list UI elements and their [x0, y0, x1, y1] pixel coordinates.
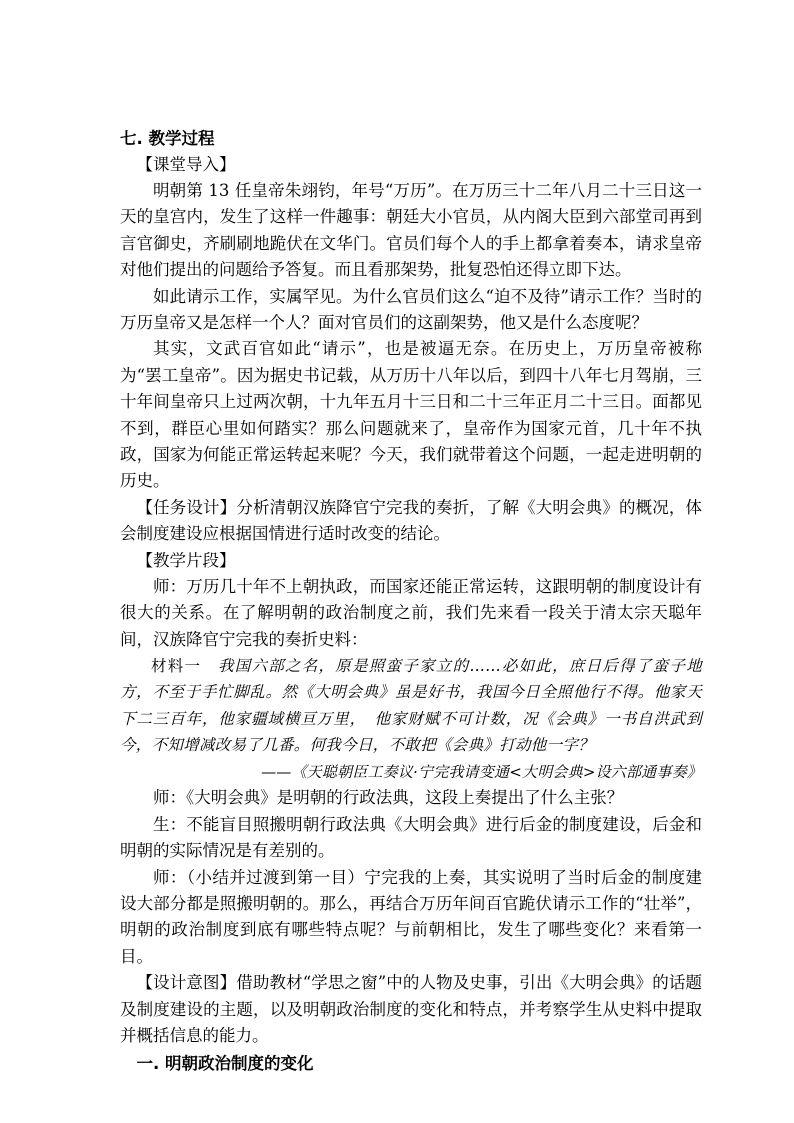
intro-paragraph: 其实，文武百官如此“请示”，也是被逼无奈。在历史上，万历皇帝被称为“罢工皇帝”。因为据史书记载，从万历十八年以后，到四十八年七月驾崩，三十年间皇帝只上过两次朝，十九年五月十三日和二十三年正月二十三日。面都见不到，群臣心里如何踏实？那么问题就来了，皇帝作为国家元首，几十年不执政，国家为何能正常运转起来呢？今天，我们就带着这个问题，一起走进明朝的历史。	[120, 339, 702, 491]
material-quote	[120, 653, 702, 759]
material-label: 材料一	[151, 656, 202, 675]
teaching-label: 【教学片段】	[136, 550, 236, 570]
intro-paragraph: 如此请示工作，实属罕见。为什么官员们这么“迫不及待”请示工作？当时的万历皇帝又是怎样一个人？面对官员们的这副架势，他又是什么态度呢？	[120, 286, 702, 333]
intro-paragraph: 明朝第 13 任皇帝朱翊钧，年号“万历”。在万历三十二年八月二十三日这一天的皇宫内，发生了这样一件趣事：朝廷大小官员，从内阁大臣到六部堂司再到言官御史，齐刷刷地跪伏在文华门。官员们每个人的手上都拿着奏本，请求皇帝对他们提出的问题给予答复。而且看那架势，批复恐怕还得立即下达。	[120, 181, 702, 280]
task-design-paragraph: 【任务设计】分析清朝汉族降官宁完我的奏折，了解《大明会典》的概况，体会制度建设应根据国情进行适时改变的结论。	[120, 497, 702, 544]
material-source: ——《天聪朝臣工奏议·宁完我请变通<大明会典>设六部通事奏》	[261, 762, 702, 781]
intro-label: 【课堂导入】	[136, 155, 236, 174]
subsection-title: 一. 明朝政治制度的变化	[136, 1054, 314, 1074]
student-answer: 生：不能盲目照搬明朝行政法典《大明会典》进行后金的制度建设，后金和明朝的实际情况是有差别的。	[120, 814, 702, 861]
material-text: 我国六部之名，原是照蛮子家立的……必如此，庶日后得了蛮子地方，不至于手忙脚乱。然《大明会典》虽是好书，我国今日全照他行不得。他家天下二三百年，他家疆域横亘万里， 他家财赋不可计数，况《会典》一书自洪武到今，不知增减改易了几番。何我今日，不敢把《会典》打动他一字？	[120, 656, 702, 755]
design-intent-paragraph: 【设计意图】借助教材“学思之窗”中的人物及史事，引出《大明会典》的话题及制度建设的主题，以及明朝政治制度的变化和特点，并考察学生从史料中提取并概括信息的能力。	[120, 973, 702, 1046]
teacher-paragraph: 师：万历几十年不上朝执政，而国家还能正常运转，这跟明朝的制度设计有很大的关系。在了解明朝的政治制度之前，我们先来看一段关于清太宗天聪年间，汉族降官宁完我的奏折史料：	[120, 576, 702, 649]
section-title: 七. 教学过程	[120, 129, 215, 148]
teacher-transition: 师：（小结并过渡到第一目）宁完我的上奏，其实说明了当时后金的制度建设大部分都是照搬明朝的。那么，再结合万历年间百官跪伏请示工作的“壮举”，明朝的政治制度到底有哪些特点呢？与前朝相比，发生了哪些变化？来看第一目。	[120, 867, 702, 966]
teacher-question: 师：《大明会典》是明朝的行政法典，这段上奏提出了什么主张？	[153, 788, 624, 808]
document-page	[120, 126, 702, 1077]
